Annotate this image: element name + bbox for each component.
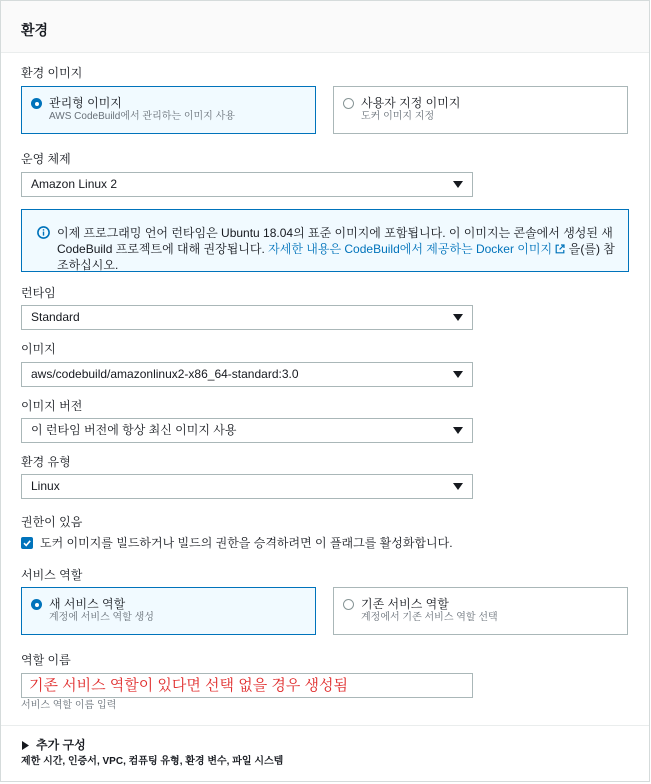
image-label: 이미지 [21, 342, 56, 356]
docker-images-link[interactable]: 자세한 내용은 CodeBuild에서 제공하는 Docker 이미지 [268, 242, 553, 256]
info-alert-suffix: 을(를) 참조하십시오. [57, 242, 615, 272]
runtime-label: 런타임 [21, 286, 56, 300]
privileged-checkbox-label[interactable]: 도커 이미지를 빌드하거나 빌드의 권한을 승격하려면 이 플래그를 활성화합니다. [40, 536, 453, 550]
caret-down-icon [453, 427, 463, 434]
caret-down-icon [453, 314, 463, 321]
environment-type-label: 환경 유형 [21, 455, 71, 469]
runtime-value: Standard [31, 310, 80, 324]
info-icon [37, 226, 50, 239]
environment-type-value: Linux [31, 479, 60, 493]
additional-config-toggle[interactable] [21, 737, 141, 754]
role-name-input[interactable] [21, 673, 473, 698]
panel-title: 환경 [21, 22, 49, 38]
role-name-hint: 서비스 역할 이름 입력 [21, 700, 117, 711]
existing-service-role-description: 계정에서 기존 서비스 역할 선택 [361, 612, 498, 623]
managed-image-description: AWS CodeBuild에서 관리하는 이미지 사용 [49, 111, 235, 122]
new-service-role-title: 새 서비스 역할 [49, 597, 126, 611]
section-divider [1, 725, 649, 726]
caret-down-icon [453, 483, 463, 490]
image-version-select[interactable] [21, 418, 473, 443]
environment-image-label: 환경 이미지 [21, 66, 83, 80]
caret-right-icon[interactable] [22, 741, 29, 750]
custom-image-description: 도커 이미지 지정 [361, 111, 435, 122]
existing-service-role-radio[interactable] [343, 599, 354, 610]
image-version-value: 이 런타임 버전에 항상 최신 이미지 사용 [31, 423, 237, 437]
managed-image-option[interactable] [21, 86, 316, 134]
custom-image-option[interactable] [333, 86, 628, 134]
info-alert-text [57, 225, 622, 273]
additional-config-title[interactable]: 추가 구성 [36, 738, 86, 752]
info-alert [21, 209, 629, 272]
image-select[interactable] [21, 362, 473, 387]
service-role-label: 서비스 역할 [21, 568, 83, 582]
existing-service-role-title: 기존 서비스 역할 [361, 597, 449, 611]
image-value: aws/codebuild/amazonlinux2-x86_64-standard:3.0 [31, 367, 299, 381]
operating-system-value: Amazon Linux 2 [31, 177, 118, 191]
environment-type-select[interactable] [21, 474, 473, 499]
operating-system-label: 운영 체제 [21, 152, 71, 166]
additional-config-description: 제한 시간, 인증서, VPC, 컴퓨팅 유형, 환경 변수, 파일 시스템 [21, 756, 284, 767]
new-service-role-description: 계정에 서비스 역할 생성 [49, 612, 154, 623]
caret-down-icon [453, 181, 463, 188]
operating-system-select[interactable] [21, 172, 473, 197]
custom-image-title: 사용자 지정 이미지 [361, 96, 461, 110]
runtime-select[interactable] [21, 305, 473, 330]
custom-image-radio[interactable] [343, 98, 354, 109]
role-name-value: 기존 서비스 역할이 있다면 선택 없을 경우 생성됨 [29, 677, 348, 694]
external-link-icon[interactable] [555, 244, 565, 254]
managed-image-radio[interactable] [31, 98, 42, 109]
new-service-role-radio[interactable] [31, 599, 42, 610]
info-alert-message: 이제 프로그래밍 언어 런타임은 Ubuntu 18.04의 표준 이미지에 포함됩니다. 이 이미지는 콘솔에서 생성된 새 CodeBuild 프로젝트에 대해 권장됩니다. [57, 226, 613, 256]
image-version-label: 이미지 버전 [21, 399, 83, 413]
role-name-label: 역할 이름 [21, 653, 71, 667]
new-service-role-option[interactable] [21, 587, 316, 635]
privileged-label: 권한이 있음 [21, 515, 83, 529]
existing-service-role-option[interactable] [333, 587, 628, 635]
panel-header [1, 1, 649, 53]
caret-down-icon [453, 371, 463, 378]
managed-image-title: 관리형 이미지 [49, 96, 122, 110]
privileged-checkbox[interactable] [21, 537, 33, 549]
